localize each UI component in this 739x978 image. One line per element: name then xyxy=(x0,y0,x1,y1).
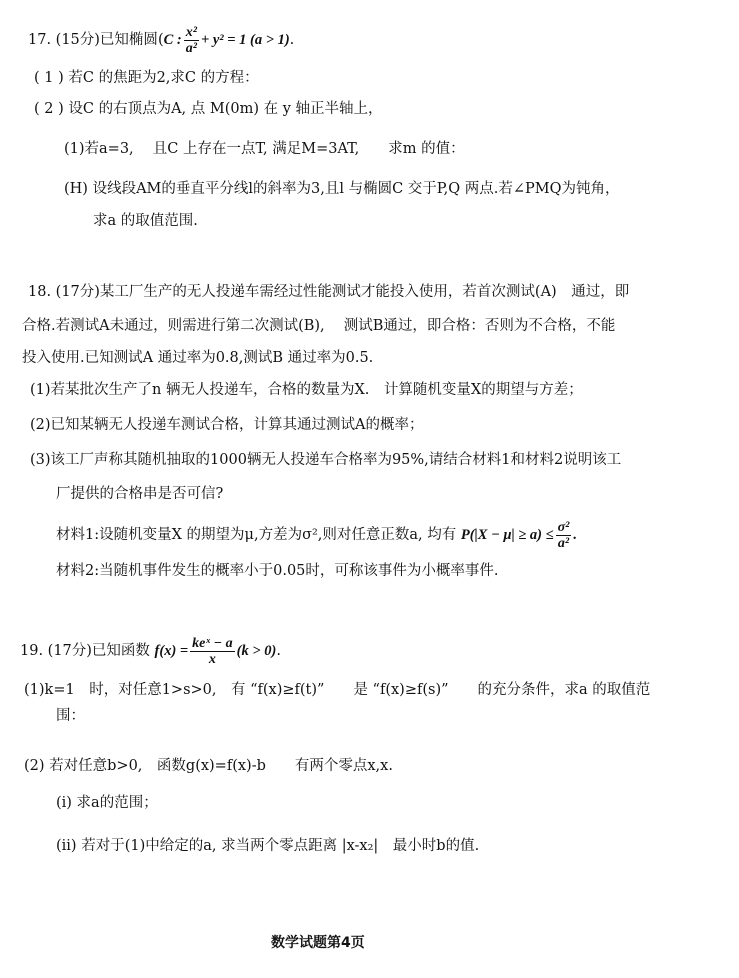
q18-line3: 投入使用.已知测试A 通过率为0.8,测试B 通过率为0.5. xyxy=(22,350,374,366)
q18-material2: 材料2:当随机事件发生的概率小于0.05时，可称该事件为小概率事件. xyxy=(56,563,499,579)
q17-heading-text: 17. (15分)已知椭圆 xyxy=(28,31,158,48)
q18-line1: 18. (17分)某工厂生产的无人投递车需经过性能测试才能投入使用，若首次测试(A) 通过，即 xyxy=(28,284,630,300)
q18-part3-cont: 厂提供的合格串是否可信? xyxy=(56,486,224,502)
q19-heading: 19. (17分)已知函数 f(x) = $\frac{\text{keˣ − a}}{x}$ (k > 0). xyxy=(20,636,281,667)
q17-ellipse-equation: C : $\frac{\text{x²}}{\text{a²}}$ + y² = 1 (a > 1) xyxy=(163,25,290,56)
q19-part2: (2) 若对任意b>0, 函数g(x)=f(x)-b 有两个零点x,x. xyxy=(24,758,393,774)
q19-heading-text: 19. (17分)已知函数 xyxy=(20,642,150,659)
q19-subpart-i: (i) 求a的范围； xyxy=(56,795,158,811)
q19-function-equation: f(x) = $\frac{\text{keˣ − a}}{x}$ (k > 0) xyxy=(154,636,277,667)
q17-subpart2: (H) 设线段AM的垂直平分线l的斜率为3,且l 与椭圆C 交于P,Q 两点.若∠PMQ为钝角， xyxy=(64,181,620,197)
q18-material1 xyxy=(56,520,577,551)
q19-part1-cont: 围： xyxy=(56,708,85,724)
q18-part3: (3)该工厂声称其随机抽取的1000辆无人投递车合格率为95%,请结合材料1和材料2说明该工 xyxy=(30,452,622,468)
chebyshev-inequality: P(|X − μ| ≥ a) ≤ $\frac{\text{σ²}}{\text{a²}}$ . xyxy=(460,520,577,551)
q17-subpart1: (1)若a=3, 且C 上存在一点T, 满足M=3AT, 求m 的值： xyxy=(64,141,465,157)
q19-subpart-ii: (ii) 若对于(1)中给定的a, 求当两个零点距离 |x-x₂| 最小时b的值. xyxy=(56,838,480,854)
q18-part1: (1)若某批次生产了n 辆无人投递车，合格的数量为X. 计算随机变量X的期望与方差； xyxy=(30,382,583,398)
scan-fade xyxy=(372,932,432,954)
q19-part1: (1)k=1 时，对任意1>s>0, 有 “f(x)≥f(t)” 是 “f(x)≥f(s)” 的充分条件，求a 的取值范 xyxy=(24,682,651,698)
q18-line2: 合格.若测试A未通过，则需进行第二次测试(B), 测试B通过，即合格：否则为不合格，不能 xyxy=(22,318,616,334)
q17-part1: ( 1 ) 若C 的焦距为2,求C 的方程： xyxy=(34,70,259,86)
q18-material1-text: 材料1:设随机变量X 的期望为μ,方差为σ²,则对任意正数a, 均有 xyxy=(56,526,457,543)
q18-part2: (2)已知某辆无人投递车测试合格，计算其通过测试A的概率； xyxy=(30,417,424,433)
q17-heading: 17. (15分)已知椭圆(C : $\frac{\text{x²}}{\text{a²}}$ + y² = 1 (a > 1). xyxy=(28,25,295,56)
page-footer: 数学试题第4页 xyxy=(271,935,365,951)
q17-subpart2-cont: 求a 的取值范围. xyxy=(93,213,198,229)
q17-part2: ( 2 ) 设C 的右顶点为A, 点 M(0m) 在 y 轴正半轴上， xyxy=(34,101,383,117)
